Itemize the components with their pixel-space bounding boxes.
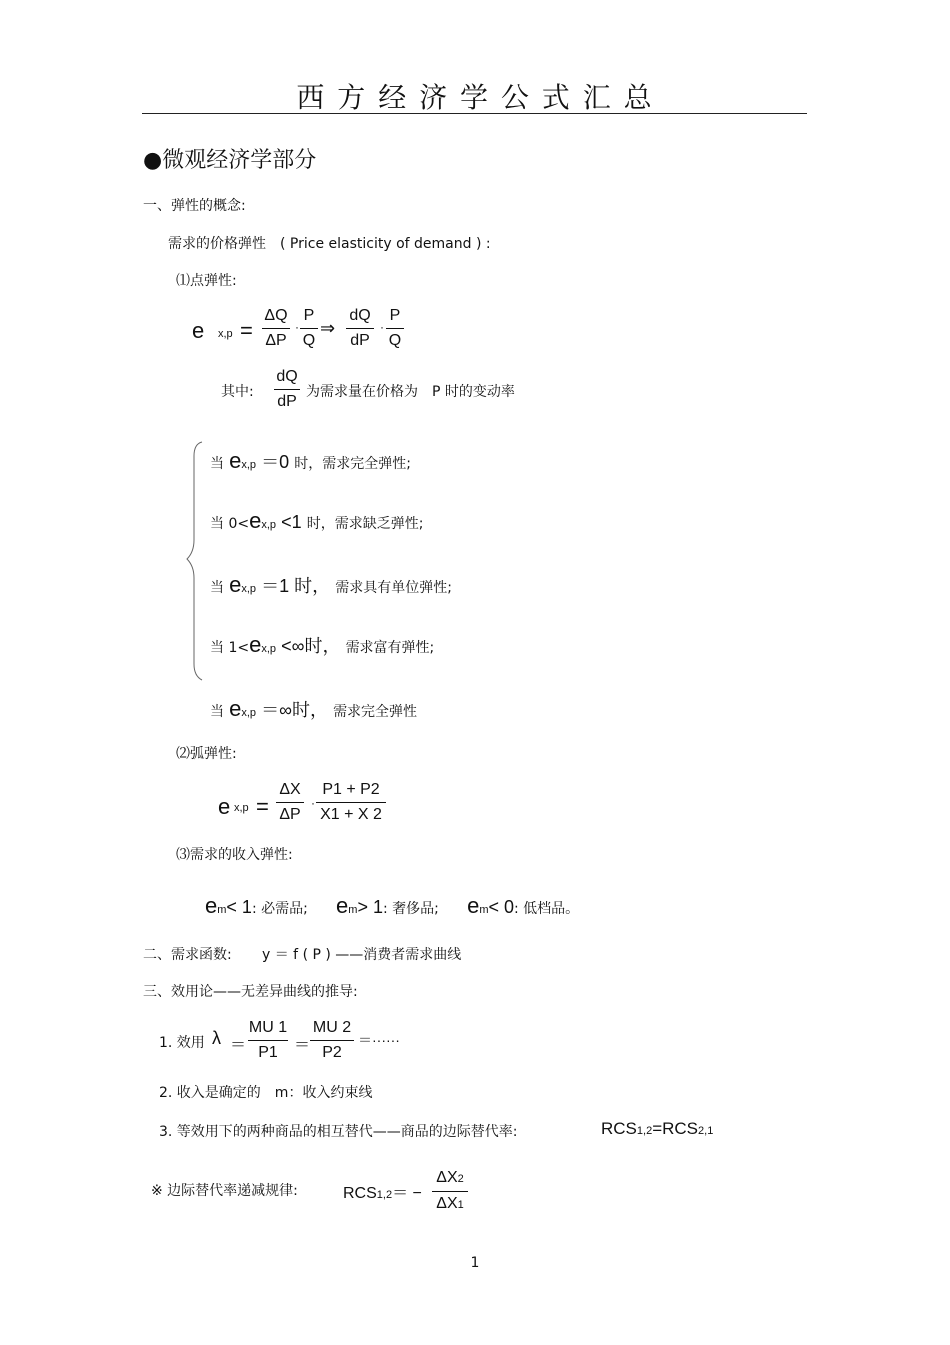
equals: =	[240, 318, 253, 343]
dot: ·	[295, 320, 299, 334]
e-subscript: x,p	[218, 328, 233, 340]
utility-item-2: 2. 收入是确定的 m：收入约束线	[159, 1085, 373, 1101]
implies-arrow: ⇒	[320, 318, 336, 338]
case-row-3: 当 ex,p ＝1 时， 需求具有单位弹性;	[210, 572, 452, 597]
section-heading: ●微观经济学部分	[143, 148, 317, 173]
fraction-dq-dp: ΔQ ΔP	[262, 306, 290, 351]
heading-demand-function: 二、需求函数:	[143, 947, 232, 963]
case-row-5: 当 ex,p ＝∞时， 需求完全弹性	[210, 696, 418, 721]
where-fraction: dQ dP	[274, 367, 300, 412]
fraction-p-q-2: P Q	[386, 306, 404, 351]
arc-elasticity-label: ⑵弧弹性:	[176, 746, 237, 762]
where-label: 其中:	[221, 384, 254, 400]
case-row-4: 当 1<ex,p <∞时， 需求富有弹性;	[210, 632, 435, 657]
mrs-law-label: ※ 边际替代率递减规律:	[151, 1183, 298, 1199]
fraction-p-q: P Q	[300, 306, 318, 351]
title-rule	[142, 113, 807, 114]
point-elasticity-label: ⑴点弹性:	[176, 273, 237, 289]
income-elasticity-label: ⑶需求的收入弹性:	[176, 847, 293, 863]
dot-2: ·	[380, 320, 384, 334]
heading-utility: 三、效用论——无差异曲线的推导:	[143, 984, 358, 1000]
demand-function-formula: y ＝ f ( P ) ——消费者需求曲线	[262, 947, 462, 963]
page-number: 1	[470, 1255, 480, 1271]
left-brace	[184, 440, 208, 682]
demand-price-elasticity: 需求的价格弹性 ( Price elasticity of demand ) :	[168, 236, 491, 252]
utility-item-3: 3. 等效用下的两种商品的相互替代——商品的边际替代率:	[159, 1124, 518, 1140]
case-row-1: 当 ex,p ＝0 时，需求完全弹性;	[210, 448, 411, 473]
heading-elasticity: 一、弹性的概念:	[143, 198, 246, 214]
e-symbol: e	[192, 318, 205, 343]
mrs-equality: RCS1,2=RCS2,1	[601, 1119, 714, 1138]
page-title: 西 方 经 济 学 公 式 汇 总	[296, 81, 654, 114]
case-row-2: 当 0<ex,p <1 时，需求缺乏弹性;	[210, 508, 424, 533]
where-text: 为需求量在价格为 P 时的变动率	[306, 384, 515, 400]
income-elasticity-items: em< 1: 必需品; em> 1: 奢侈品; em< 0: 低档品。	[205, 893, 580, 918]
fraction-dq-dp-derivative: dQ dP	[346, 306, 374, 351]
